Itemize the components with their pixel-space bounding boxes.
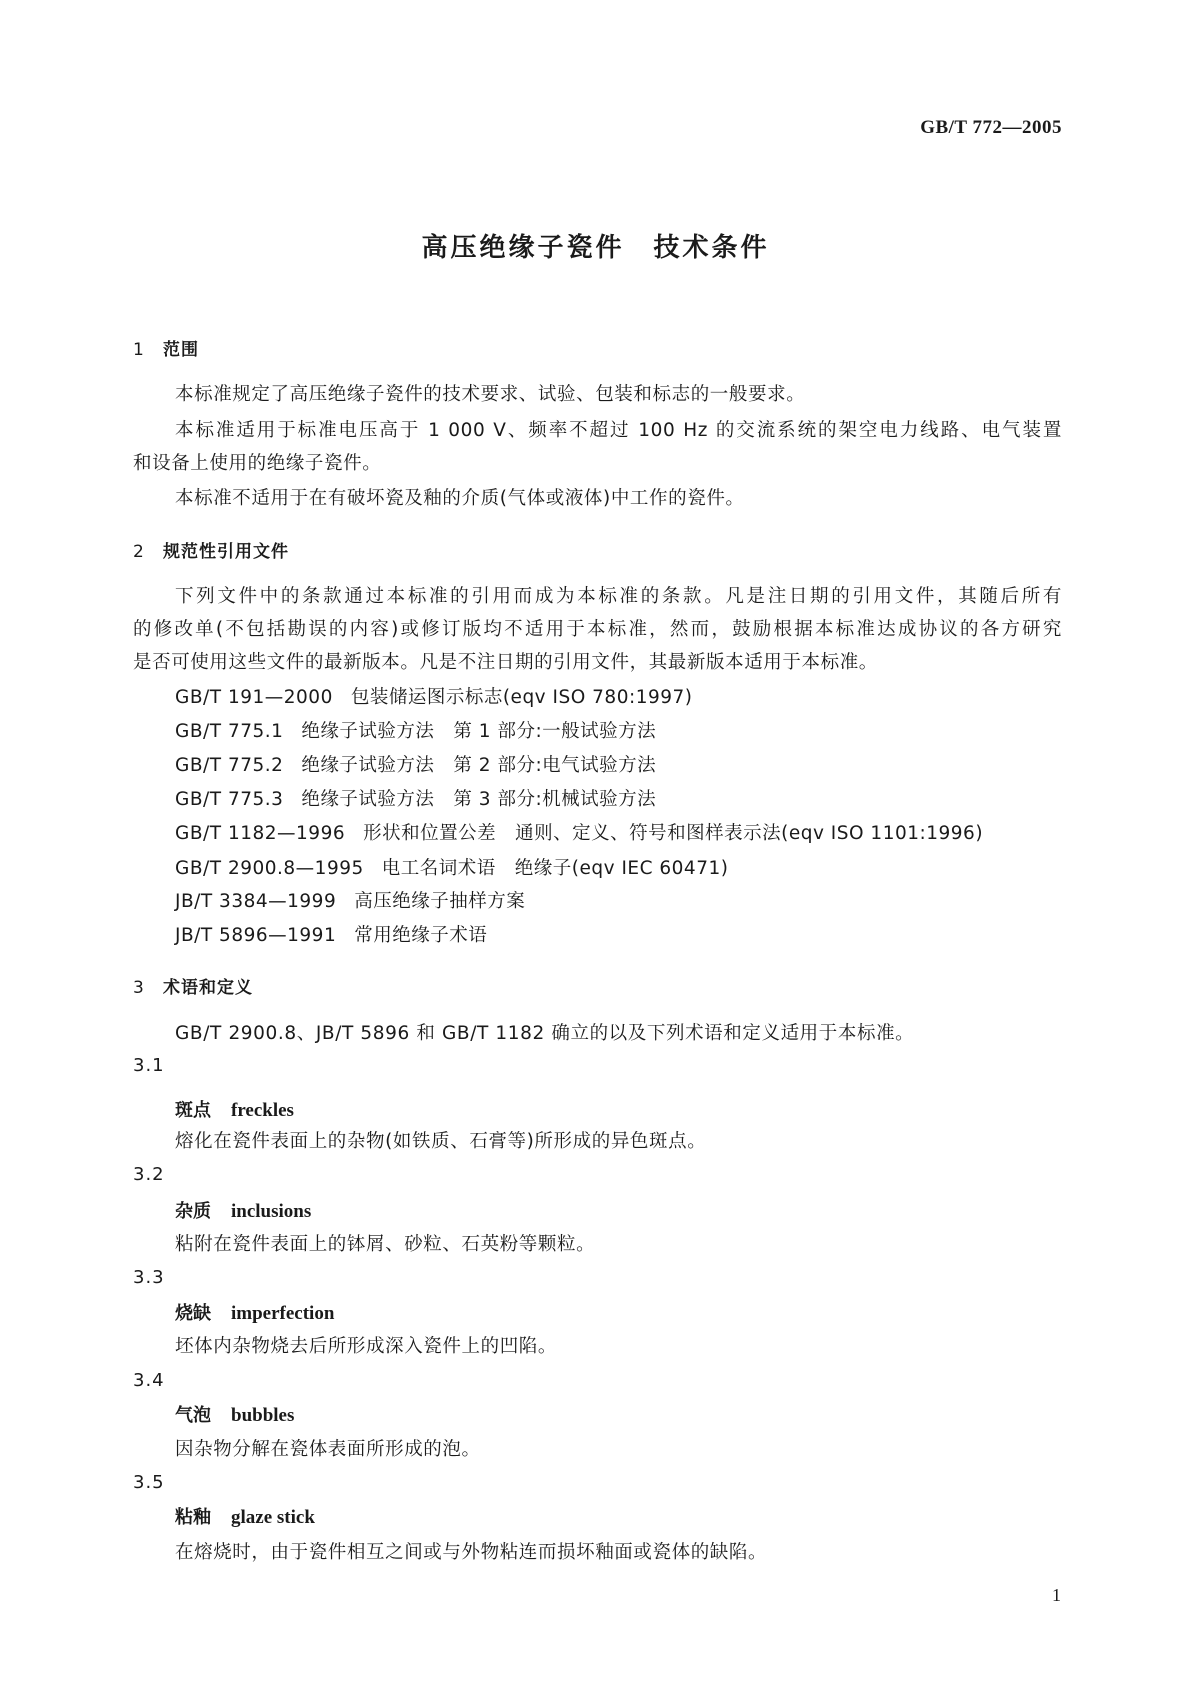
term-definition: 熔化在瓷件表面上的杂物(如铁质、石膏等)所形成的异色斑点。 bbox=[175, 1131, 707, 1152]
reference-title: 包装储运图示标志(eqv ISO 780:1997) bbox=[350, 687, 693, 708]
reference-title: 绝缘子试验方法 第 3 部分:机械试验方法 bbox=[301, 789, 657, 810]
reference-code: GB/T 775.2 bbox=[175, 755, 284, 776]
reference-title: 绝缘子试验方法 第 2 部分:电气试验方法 bbox=[301, 755, 657, 776]
term-en: bubbles bbox=[231, 1405, 295, 1426]
standard-number: GB/T 772—2005 bbox=[920, 117, 1062, 138]
reference-item bbox=[175, 717, 656, 743]
reference-item bbox=[175, 785, 656, 811]
reference-title: 形状和位置公差 通则、定义、符号和图样表示法(eqv ISO 1101:1996) bbox=[363, 823, 984, 844]
reference-item bbox=[175, 854, 728, 880]
reference-code: GB/T 191—2000 bbox=[175, 687, 333, 708]
paragraph-line: 下列文件中的条款通过本标准的引用而成为本标准的条款。凡是注日期的引用文件，其随后所有 bbox=[175, 586, 1062, 607]
paragraph: 本标准不适用于在有破坏瓷及釉的介质(气体或液体)中工作的瓷件。 bbox=[175, 488, 745, 509]
reference-code: GB/T 775.1 bbox=[175, 721, 284, 742]
section-heading-normative-references bbox=[133, 537, 289, 562]
reference-item bbox=[175, 751, 656, 777]
term-entry bbox=[175, 1096, 294, 1122]
reference-item bbox=[175, 921, 487, 947]
term-zh: 杂质 bbox=[175, 1201, 211, 1222]
section-heading-terms bbox=[133, 973, 253, 998]
paragraph-line: 是否可使用这些文件的最新版本。凡是不注日期的引用文件，其最新版本适用于本标准。 bbox=[133, 652, 878, 673]
section-number: 2 bbox=[133, 542, 145, 562]
reference-code: JB/T 3384—1999 bbox=[175, 891, 337, 912]
reference-item bbox=[175, 887, 525, 913]
term-definition: 在熔烧时，由于瓷件相互之间或与外物粘连而损坏釉面或瓷体的缺陷。 bbox=[175, 1542, 768, 1563]
term-en: imperfection bbox=[231, 1303, 335, 1324]
reference-code: GB/T 775.3 bbox=[175, 789, 284, 810]
section-title: 术语和定义 bbox=[163, 978, 253, 998]
term-zh: 斑点 bbox=[175, 1100, 211, 1121]
section-title: 范围 bbox=[163, 340, 199, 360]
clause-number: 3.2 bbox=[133, 1164, 165, 1185]
clause-number: 3.5 bbox=[133, 1472, 165, 1493]
term-definition: 因杂物分解在瓷体表面所形成的泡。 bbox=[175, 1439, 481, 1460]
section-title: 规范性引用文件 bbox=[163, 542, 289, 562]
clause-number: 3.1 bbox=[133, 1055, 165, 1076]
reference-title: 高压绝缘子抽样方案 bbox=[354, 891, 526, 912]
term-zh: 粘釉 bbox=[175, 1507, 211, 1528]
paragraph-line: 本标准适用于标准电压高于 1 000 V、频率不超过 100 Hz 的交流系统的架空电力线路、电气装置 bbox=[175, 420, 1062, 441]
reference-code: JB/T 5896—1991 bbox=[175, 925, 337, 946]
clause-number: 3.4 bbox=[133, 1370, 165, 1391]
reference-code: GB/T 1182—1996 bbox=[175, 823, 346, 844]
section-number: 1 bbox=[133, 340, 145, 360]
reference-item bbox=[175, 683, 693, 709]
term-zh: 烧缺 bbox=[175, 1303, 211, 1324]
document-title: 高压绝缘子瓷件 技术条件 bbox=[421, 233, 770, 263]
section-number: 3 bbox=[133, 978, 145, 998]
term-entry bbox=[175, 1401, 294, 1427]
term-entry bbox=[175, 1197, 311, 1223]
term-definition: 坯体内杂物烧去后所形成深入瓷件上的凹陷。 bbox=[175, 1336, 558, 1357]
paragraph: GB/T 2900.8、JB/T 5896 和 GB/T 1182 确立的以及下列术语和定义适用于本标准。 bbox=[175, 1023, 915, 1044]
term-zh: 气泡 bbox=[175, 1405, 211, 1426]
paragraph-line: 的修改单(不包括勘误的内容)或修订版均不适用于本标准，然而，鼓励根据本标准达成协议的各方研究 bbox=[133, 619, 1062, 640]
paragraph-line: 和设备上使用的绝缘子瓷件。 bbox=[133, 453, 382, 474]
reference-item bbox=[175, 819, 983, 845]
reference-title: 常用绝缘子术语 bbox=[354, 925, 488, 946]
term-en: inclusions bbox=[231, 1201, 312, 1222]
clause-number: 3.3 bbox=[133, 1267, 165, 1288]
term-en: freckles bbox=[231, 1100, 294, 1121]
paragraph: 本标准规定了高压绝缘子瓷件的技术要求、试验、包装和标志的一般要求。 bbox=[175, 384, 806, 405]
reference-code: GB/T 2900.8—1995 bbox=[175, 858, 364, 879]
page-number: 1 bbox=[1052, 1585, 1061, 1605]
reference-title: 绝缘子试验方法 第 1 部分:一般试验方法 bbox=[301, 721, 657, 742]
term-definition: 粘附在瓷件表面上的钵屑、砂粒、石英粉等颗粒。 bbox=[175, 1234, 596, 1255]
term-en: glaze stick bbox=[231, 1507, 315, 1528]
reference-title: 电工名词术语 绝缘子(eqv IEC 60471) bbox=[381, 858, 729, 879]
term-entry bbox=[175, 1299, 334, 1325]
section-heading-scope bbox=[133, 335, 199, 360]
term-entry bbox=[175, 1503, 315, 1529]
